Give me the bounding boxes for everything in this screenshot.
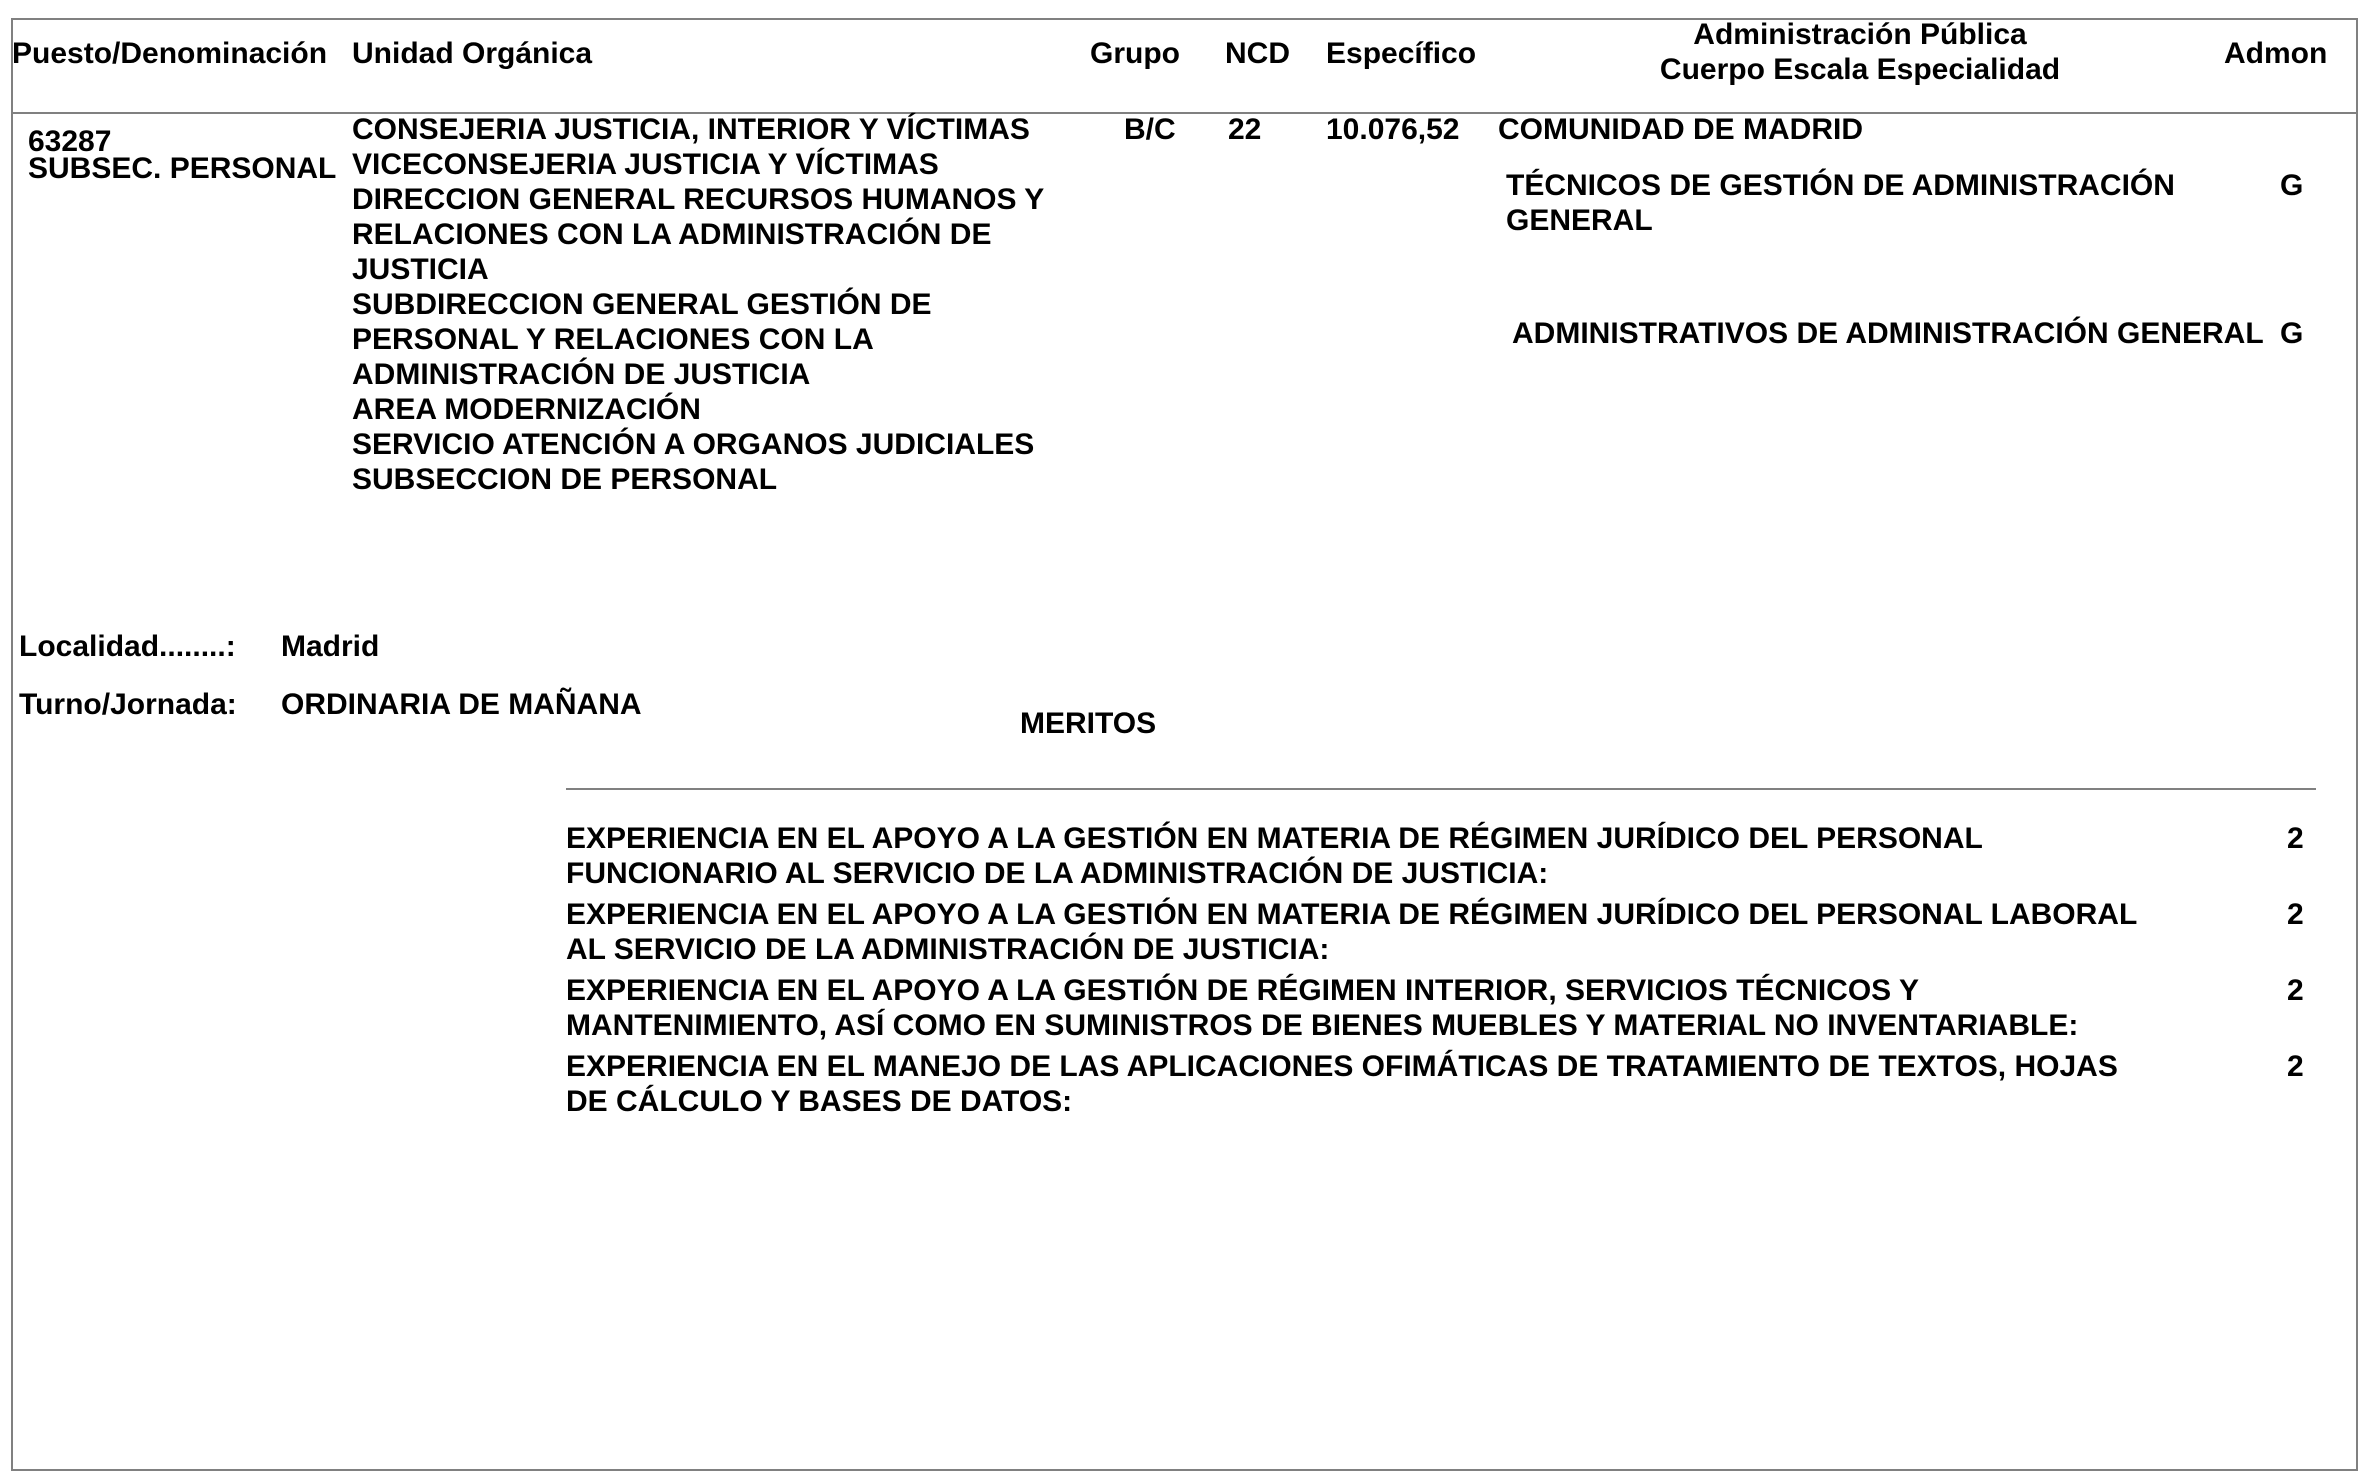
localidad-value: Madrid	[281, 630, 380, 663]
header-unidad: Unidad Orgánica	[352, 37, 593, 70]
merito-item	[566, 973, 2078, 1043]
merito-line: AL SERVICIO DE LA ADMINISTRACIÓN DE JUSTICIA:	[566, 933, 1330, 966]
header-ncd: NCD	[1225, 37, 1290, 70]
header-puesto: Puesto/Denominación	[12, 37, 328, 70]
cuerpo-1	[1506, 168, 2175, 238]
puesto-codigo: 63287	[28, 125, 112, 158]
merito-line: EXPERIENCIA EN EL MANEJO DE LAS APLICACIONES OFIMÁTICAS DE TRATAMIENTO DE TEXTOS, HOJAS	[566, 1050, 2118, 1083]
merito-points: 2	[2287, 974, 2304, 1007]
merito-item	[566, 897, 2137, 967]
cuerpo-line: TÉCNICOS DE GESTIÓN DE ADMINISTRACIÓN	[1506, 169, 2175, 202]
unidad-line: RELACIONES CON LA ADMINISTRACIÓN DE	[352, 218, 992, 251]
turno-label: Turno/Jornada:	[19, 688, 237, 721]
meritos-divider	[566, 788, 2316, 790]
header-grupo: Grupo	[1090, 37, 1180, 70]
unidad-line: SUBDIRECCION GENERAL GESTIÓN DE	[352, 288, 932, 321]
merito-item	[566, 821, 1983, 891]
especifico-value: 10.076,52	[1326, 113, 1460, 146]
merito-points: 2	[2287, 1050, 2304, 1083]
merito-line: EXPERIENCIA EN EL APOYO A LA GESTIÓN EN MATERIA DE RÉGIMEN JURÍDICO DEL PERSONAL LABORAL	[566, 898, 2138, 931]
turno-value: ORDINARIA DE MAÑANA	[281, 688, 642, 721]
merito-item	[566, 1049, 2118, 1119]
merito-points: 2	[2287, 898, 2304, 931]
meritos-title: MERITOS	[1020, 707, 1157, 740]
localidad-label: Localidad........:	[19, 630, 236, 663]
unidad-line: JUSTICIA	[352, 253, 489, 286]
grupo-value: B/C	[1124, 113, 1176, 146]
unidad-line: VICECONSEJERIA JUSTICIA Y VÍCTIMAS	[352, 148, 939, 181]
header-especifico: Específico	[1326, 37, 1477, 70]
header-admin-line1: Administración Pública	[1693, 18, 2027, 51]
cuerpo-1-admon: G	[2280, 169, 2304, 202]
merito-line: EXPERIENCIA EN EL APOYO A LA GESTIÓN DE RÉGIMEN INTERIOR, SERVICIOS TÉCNICOS Y	[566, 974, 1919, 1007]
unidad-line: CONSEJERIA JUSTICIA, INTERIOR Y VÍCTIMAS	[352, 113, 1030, 146]
cuerpo-line: GENERAL	[1506, 204, 1653, 237]
puesto-denominacion: SUBSEC. PERSONAL	[28, 152, 337, 185]
merito-line: EXPERIENCIA EN EL APOYO A LA GESTIÓN EN MATERIA DE RÉGIMEN JURÍDICO DEL PERSONAL	[566, 822, 1983, 855]
unidad-line: AREA MODERNIZACIÓN	[352, 393, 701, 426]
unidad-line: ADMINISTRACIÓN DE JUSTICIA	[352, 358, 811, 391]
merito-points: 2	[2287, 822, 2304, 855]
merito-line: MANTENIMIENTO, ASÍ COMO EN SUMINISTROS DE BIENES MUEBLES Y MATERIAL NO INVENTARIABLE:	[566, 1009, 2079, 1042]
header-admon: Admon	[2224, 37, 2328, 70]
ncd-value: 22	[1228, 113, 1262, 146]
unidad-organica	[352, 112, 1044, 497]
unidad-line: PERSONAL Y RELACIONES CON LA	[352, 323, 874, 356]
cuerpo-2: ADMINISTRATIVOS DE ADMINISTRACIÓN GENERAL	[1512, 317, 2264, 350]
merito-line: DE CÁLCULO Y BASES DE DATOS:	[566, 1085, 1073, 1118]
unidad-line: DIRECCION GENERAL RECURSOS HUMANOS Y	[352, 183, 1045, 216]
administracion-value: COMUNIDAD DE MADRID	[1498, 113, 1863, 146]
cuerpo-2-admon: G	[2280, 317, 2304, 350]
unidad-line: SERVICIO ATENCIÓN A ORGANOS JUDICIALES	[352, 428, 1035, 461]
header-admin-line2: Cuerpo Escala Especialidad	[1659, 53, 2061, 86]
merito-line: FUNCIONARIO AL SERVICIO DE LA ADMINISTRACIÓN DE JUSTICIA:	[566, 857, 1549, 890]
unidad-line: SUBSECCION DE PERSONAL	[352, 463, 778, 496]
